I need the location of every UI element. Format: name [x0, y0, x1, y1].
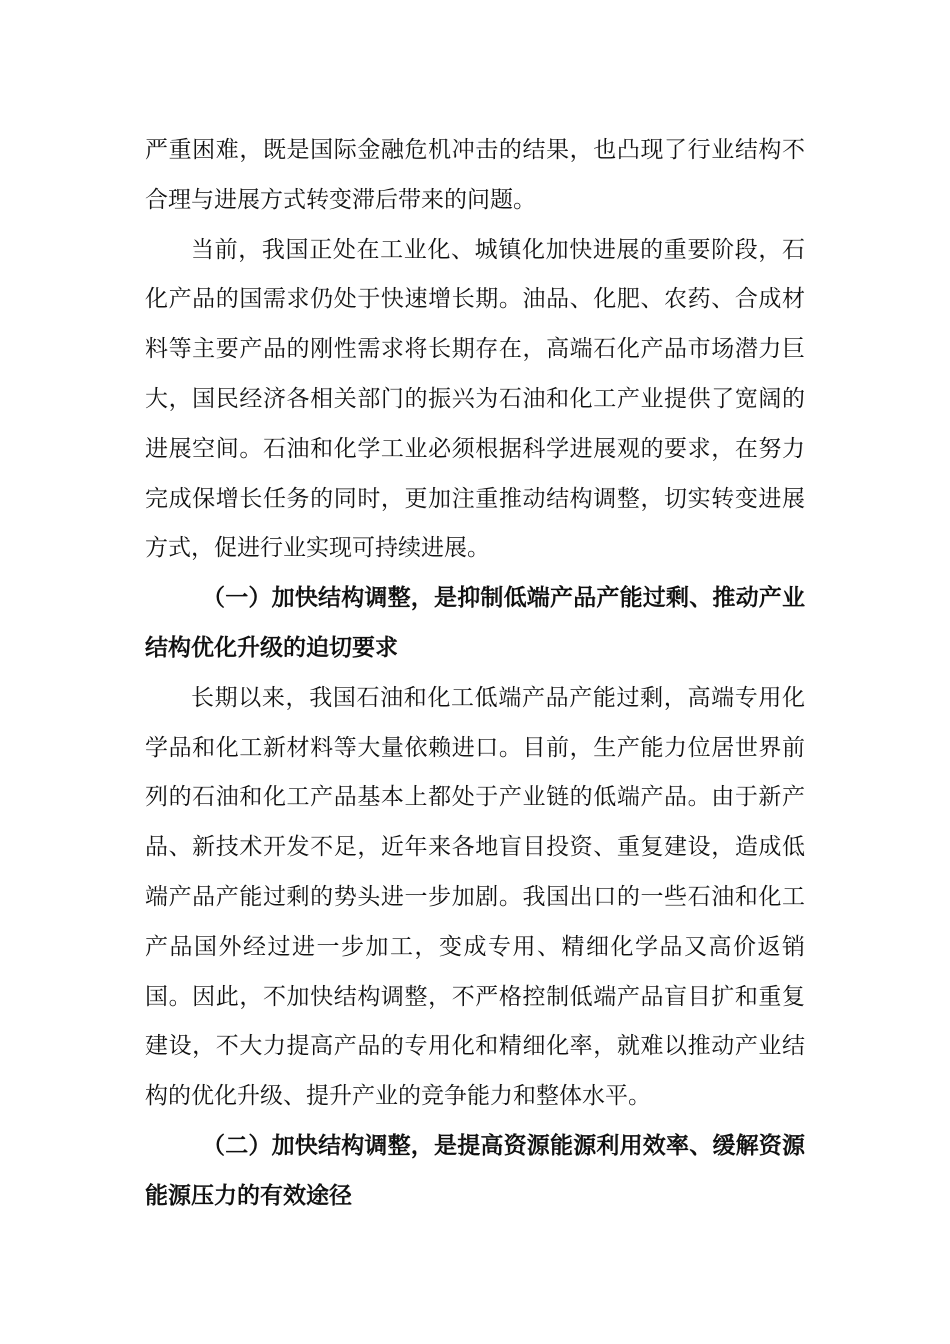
paragraph-low-end-overcapacity: 长期以来，我国石油和化工低端产品产能过剩，高端专用化学品和化工新材料等大量依赖进口。目前，生产能力位居世界前列的石油和化工产品基本上都处于产业链的低端产品。由于新产品、新技术开发不足，近年来各地盲目投资、重复建设，造成低端产品产能过剩的势头进一步加剧。我国出口的一些石油和化工产品国外经过进一步加工，变成专用、精细化学品又高价返销国。因此，不加快结构调整，不严格控制低端产品盲目扩和重复建设，不大力提高产品的专用化和精细化率，就难以推动产业结构的优化升级、提升产业的竞争能力和整体水平。 [145, 684, 805, 1110]
paragraph-continuation: 严重困难，既是国际金融危机冲击的结果，也凸现了行业结构不合理与进展方式转变滞后带来的问题。 [145, 137, 805, 213]
paragraph-current-situation: 当前，我国正处在工业化、城镇化加快进展的重要阶段，石化产品的国需求仍处于快速增长期。油品、化肥、农药、合成材料等主要产品的刚性需求将长期存在，高端石化产品市场潜力巨大，国民经济各相关部门的振兴为石油和化工产业提供了宽阔的进展空间。石油和化学工业必须根据科学进展观的要求，在努力完成保增长任务的同时，更加注重推动结构调整，切实转变进展方式，促进行业实现可持续进展。 [145, 236, 805, 562]
section-heading-2: （二）加快结构调整，是提高资源能源利用效率、缓解资源能源压力的有效途径 [145, 1132, 805, 1209]
section-heading-1: （一）加快结构调整，是抑制低端产品产能过剩、推动产业结构优化升级的迫切要求 [145, 585, 805, 661]
document-body [145, 126, 805, 1222]
